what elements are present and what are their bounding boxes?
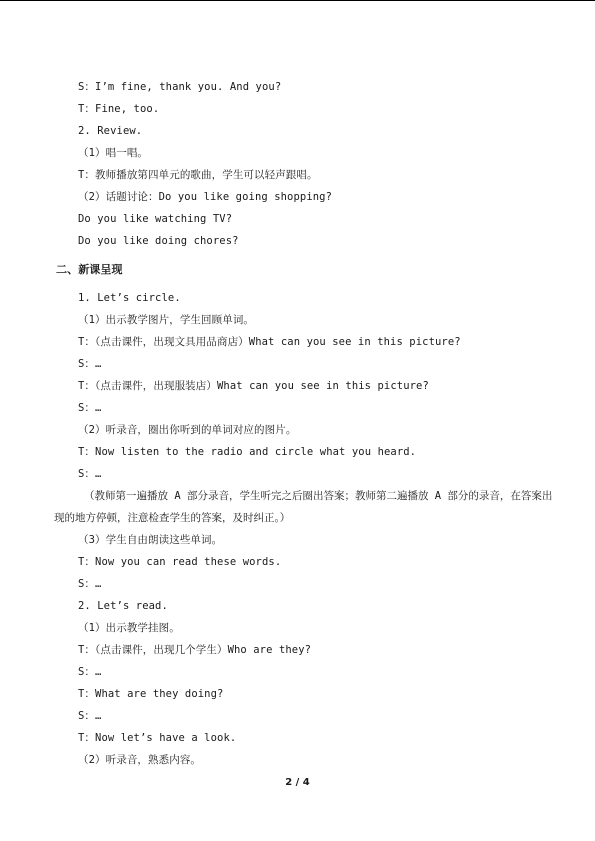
text-line: S：I’m fine, thank you. And you?: [78, 81, 282, 93]
text-line: T：（点击课件，出现服装店）What can you see in this picture?: [78, 380, 429, 392]
text-line: S：…: [78, 358, 102, 370]
text-line: （2）话题讨论：Do you like going shopping?: [78, 191, 333, 203]
text-line: （2）听录音，熟悉内容。: [78, 754, 202, 766]
text-line: （2）听录音，圈出你听到的单词对应的图片。: [78, 424, 297, 436]
text-line: T：Now listen to the radio and circle what you heard.: [78, 446, 417, 458]
text-line: （1）出示教学图片，学生回顾单词。: [78, 314, 255, 326]
text-line: S：…: [78, 710, 102, 722]
text-line: Do you like watching TV?: [78, 213, 233, 225]
text-line: S：…: [78, 666, 102, 678]
text-line: Do you like doing chores?: [78, 235, 239, 247]
text-line: T：教师播放第四单元的歌曲，学生可以轻声跟唱。: [78, 169, 318, 181]
text-line: T：Now let’s have a look.: [78, 732, 237, 744]
text-line: T：Fine, too.: [78, 103, 160, 115]
text-line: 1. Let’s circle.: [78, 292, 181, 304]
text-line: T：What are they doing?: [78, 688, 224, 700]
note-paragraph: （教师第一遍播放 A 部分录音，学生听完之后圈出答案；教师第二遍播放 A 部分的录音，在答案出现的地方停顿，注意检查学生的答案，及时纠正。）: [54, 490, 553, 524]
text-line: T：（点击课件，出现几个学生）Who are they?: [78, 644, 312, 656]
page-number: 2 / 4: [285, 777, 310, 788]
text-line: T：（点击课件，出现文具用品商店）What can you see in this picture?: [78, 336, 461, 348]
text-line: T：Now you can read these words.: [78, 556, 282, 568]
text-line: S：…: [78, 402, 102, 414]
text-line: 2. Let’s read.: [78, 600, 168, 612]
text-line: S：…: [78, 578, 102, 590]
text-line: （3）学生自由朗读这些单词。: [78, 534, 223, 546]
text-line: S：…: [78, 468, 102, 480]
text-line: （1）出示教学挂图。: [78, 622, 180, 634]
text-line: 2. Review.: [78, 125, 143, 137]
header-rule: [0, 0, 595, 1]
section-heading: 二、新课呈现: [56, 263, 123, 276]
text-line: （1）唱一唱。: [78, 147, 149, 159]
